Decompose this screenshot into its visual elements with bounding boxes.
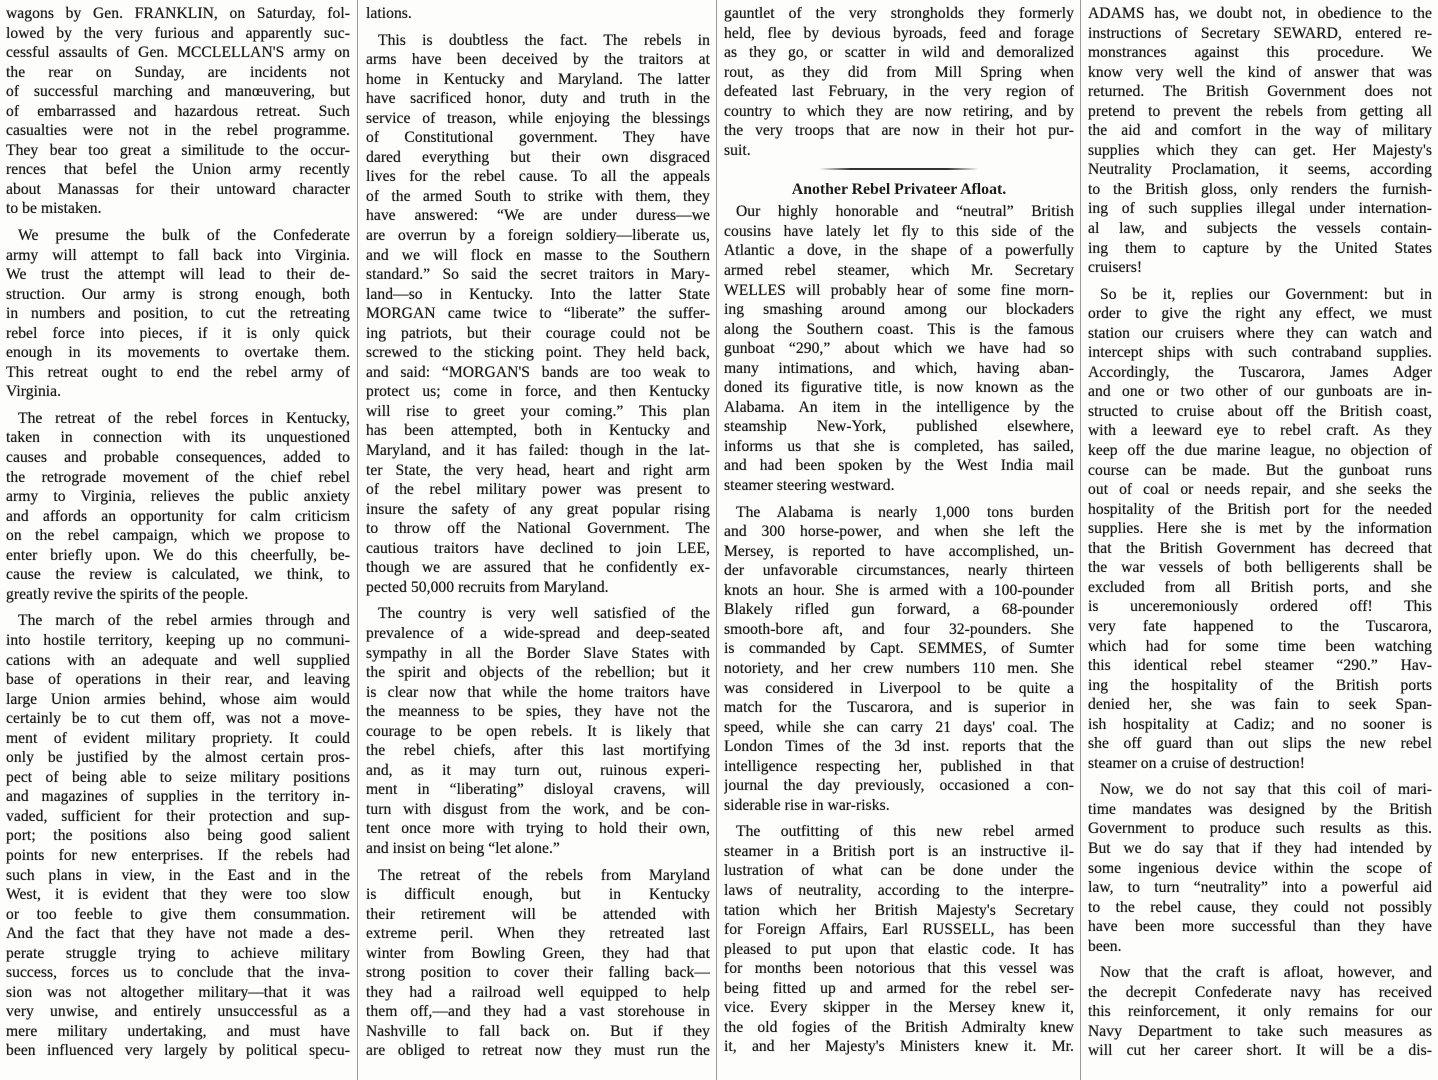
text-line: cations with an adequate and well supplied bbox=[6, 651, 350, 669]
text-line: been. bbox=[1088, 937, 1122, 955]
text-line: enough in its movements to overtake them. bbox=[6, 344, 350, 362]
text-line: though we are assured that he confidently ex- bbox=[366, 559, 710, 577]
text-line: cautious traitors have declined to join LEE, bbox=[366, 539, 710, 557]
text-line: success, forces us to conclude that the inva- bbox=[6, 964, 350, 982]
text-line: perate struggle trying to achieve military bbox=[6, 944, 350, 962]
paragraph bbox=[366, 4, 710, 24]
text-line: land—so in Kentucky. Into the latter State bbox=[366, 285, 710, 303]
text-line: insure the safety of any great popular rising bbox=[366, 500, 710, 518]
text-line: smooth-bore aft, and four 32-pounders. She bbox=[724, 620, 1074, 638]
text-line: cause the review is calculated, we think, to bbox=[6, 566, 350, 584]
text-line: greatly revive the spirits of the people. bbox=[6, 585, 249, 603]
text-line: and, as it may turn out, ruinous experi- bbox=[366, 761, 710, 779]
text-line: structed to cruise about off the British coast, bbox=[1088, 402, 1432, 420]
text-line: informs us that she is completed, has sailed, bbox=[724, 437, 1074, 455]
text-line: very unwise, and entirely unsuccessful as a bbox=[6, 1003, 350, 1021]
text-line: armed rebel steamer, which Mr. Secretary bbox=[724, 262, 1074, 280]
text-line: which had for some time been watching bbox=[1088, 637, 1432, 655]
paragraph bbox=[1088, 780, 1432, 956]
text-line: country to which they are now retiring, and by bbox=[724, 102, 1074, 120]
text-line: This retreat ought to end the rebel army of bbox=[6, 363, 350, 381]
text-line: this reinforcement, it only remains for our bbox=[1088, 1003, 1432, 1021]
text-line: returned. The British Government does not bbox=[1088, 83, 1432, 101]
text-line: about Manassas for their untoward character bbox=[6, 180, 350, 198]
paragraph bbox=[6, 4, 350, 219]
text-line: the rear on Sunday, are incidents not bbox=[6, 63, 350, 81]
text-line: they had a railroad well equipped to help bbox=[366, 983, 710, 1001]
text-line: on the rebel campaign, which we propose to bbox=[6, 527, 350, 545]
text-line: port; the positions also being good salient bbox=[6, 827, 350, 845]
text-line: the very troops that are now in their hot pur- bbox=[724, 122, 1074, 140]
text-line: journal the day previously, occasioned a con- bbox=[724, 777, 1074, 795]
text-line: denied her, she was fain to seek Span- bbox=[1088, 696, 1432, 714]
text-line: is difficult enough, but in Kentucky bbox=[366, 886, 710, 904]
text-line: are overrun by a foreign soldiery—liberate us, bbox=[366, 227, 710, 245]
text-line: knots an hour. She is armed with a 100-pounder bbox=[724, 581, 1074, 599]
text-line: and insist on being “let alone.” bbox=[366, 839, 560, 857]
text-line: of Constitutional government. They have bbox=[366, 129, 710, 147]
text-line: of the rebel military power was present to bbox=[366, 481, 710, 499]
text-line: the old fogies of the British Admiralty knew bbox=[724, 1018, 1074, 1036]
text-line: some ingenious device within the scope of bbox=[1088, 859, 1432, 877]
text-line: This is doubtless the fact. The rebels in bbox=[378, 31, 710, 49]
text-line: will cut her career short. It will be a dis- bbox=[1088, 1042, 1432, 1060]
text-line: and magazines of supplies in the territory in- bbox=[6, 788, 350, 806]
text-line: tent once more with trying to hold their own, bbox=[366, 820, 710, 838]
text-line: turn with disgust from the work, and be con- bbox=[366, 800, 710, 818]
text-line: The outfitting of this new rebel armed bbox=[736, 823, 1074, 841]
text-line: They bear too great a similitude to the occur- bbox=[6, 141, 350, 159]
text-line: Atlantic a dove, in the shape of a powerfully bbox=[724, 242, 1074, 260]
text-line: pect of being able to seize military positions bbox=[6, 768, 350, 786]
text-line: the aid and comfort in the way of military bbox=[1088, 122, 1432, 140]
text-line: taken in connection with its unquestioned bbox=[6, 429, 350, 447]
text-line: to throw off the National Government. The bbox=[366, 520, 710, 538]
text-line: sympathy in all the Border Slave States with bbox=[366, 644, 710, 662]
paragraph bbox=[724, 202, 1074, 495]
text-line: pected 50,000 recruits from Maryland. bbox=[366, 578, 609, 596]
text-line: The march of the rebel armies through and bbox=[18, 612, 350, 630]
text-line: the decrepit Confederate navy has received bbox=[1088, 983, 1432, 1001]
paragraph bbox=[366, 604, 710, 858]
text-line: time mandates was designed by the British bbox=[1088, 800, 1432, 818]
text-line: dared everything but their own disgraced bbox=[366, 148, 710, 166]
text-line: this identical rebel steamer “290.” Hav- bbox=[1088, 657, 1432, 675]
text-line: lustration of what can be done under the bbox=[724, 862, 1074, 880]
text-line: army to Virginia, relieves the public anxiety bbox=[6, 488, 350, 506]
paragraph bbox=[1088, 963, 1432, 1061]
text-line: to the British gloss, only renders the furnish- bbox=[1088, 180, 1432, 198]
paragraph bbox=[1088, 4, 1432, 278]
text-line: steamship New-York, published elsewhere, bbox=[724, 418, 1074, 436]
text-line: service of treason, while enjoying the blessings bbox=[366, 109, 710, 127]
text-line: struction. Our army is strong enough, both bbox=[6, 285, 350, 303]
text-line: WELLES will probably hear of some fine morn- bbox=[724, 281, 1074, 299]
paragraph bbox=[6, 226, 350, 402]
text-line: suit. bbox=[724, 141, 751, 159]
text-line: along the Southern coast. This is the famous bbox=[724, 320, 1074, 338]
text-line: cruisers! bbox=[1088, 259, 1143, 277]
text-line: The country is very well satisfied of the bbox=[378, 605, 710, 623]
text-line: cessful assaults of Gen. MCCLELLAN'S army on bbox=[6, 44, 350, 62]
text-line: Nashville to fall back on. But if they bbox=[366, 1022, 710, 1040]
text-line: held, flee by devious byroads, feed and forage bbox=[724, 24, 1074, 42]
text-line: ADAMS has, we doubt not, in obedience to the bbox=[1088, 5, 1432, 22]
text-line: enter briefly upon. We do this cheerfully, be- bbox=[6, 546, 350, 564]
text-line: many intimations, and which, having aban- bbox=[724, 359, 1074, 377]
text-line: We presume the bulk of the Confederate bbox=[18, 227, 350, 245]
text-line: them off,—and they had a vast storehouse in bbox=[366, 1003, 710, 1021]
column-3 bbox=[724, 4, 1074, 1064]
text-line: ing the hospitality of the British ports bbox=[1088, 676, 1432, 694]
paragraph bbox=[724, 822, 1074, 1057]
text-line: supplies which they can get. Her Majesty's bbox=[1088, 141, 1432, 159]
text-line: keep off the due marine league, no objection of bbox=[1088, 442, 1432, 460]
text-line: vaded, sufficient for their protection and sup- bbox=[6, 807, 350, 825]
text-line: has been attempted, both in Kentucky and bbox=[366, 422, 710, 440]
text-line: being fitted up and armed for the rebel ser- bbox=[724, 979, 1074, 997]
text-line: ing smashing around among our blockaders bbox=[724, 301, 1074, 319]
paragraph bbox=[1088, 285, 1432, 774]
text-line: order to give the right any effect, we must bbox=[1088, 305, 1432, 323]
text-line: Blakely rifled gun forward, a 68-pounder bbox=[724, 601, 1074, 619]
text-line: sion was not altogether military—that it was bbox=[6, 983, 350, 1001]
text-line: But we do say that if they had intended by bbox=[1088, 839, 1432, 857]
article-headline: Another Rebel Privateer Afloat. bbox=[791, 181, 1007, 199]
text-line: the retrograde movement of the chief rebel bbox=[6, 468, 350, 486]
text-line: Now that the craft is afloat, however, and bbox=[1100, 964, 1432, 982]
text-line: into hostile territory, keeping up no communi- bbox=[6, 631, 350, 649]
column-4 bbox=[1088, 4, 1432, 1068]
text-line: rebel force into pieces, if it is only quick bbox=[6, 324, 350, 342]
text-line: tation which her British Majesty's Secretary bbox=[724, 901, 1074, 919]
text-line: for Foreign Affairs, Earl RUSSELL, has been bbox=[724, 921, 1074, 939]
text-line: with a leeward eye to rebel craft. As they bbox=[1088, 422, 1432, 440]
text-line: very fate happened to the Tuscarora, bbox=[1088, 617, 1432, 635]
column-2 bbox=[366, 4, 710, 1068]
paragraph bbox=[724, 503, 1074, 816]
text-line: strong position to cover their falling back— bbox=[366, 964, 710, 982]
text-line: ment of evident military propriety. It could bbox=[6, 729, 350, 747]
text-line: casualties were not in the rebel programme. bbox=[6, 122, 350, 140]
text-line: of embarrassed and hazardous retreat. Such bbox=[6, 102, 350, 120]
text-line: Government to produce such results as this. bbox=[1088, 820, 1432, 838]
text-line: Maryland, and it has failed: though in the lat- bbox=[366, 442, 710, 460]
text-line: of the armed South to strike with them, they bbox=[366, 187, 710, 205]
text-line: know very well the kind of answer that was bbox=[1088, 63, 1432, 81]
text-line: and said: “MORGAN'S bands are too weak to bbox=[366, 363, 710, 381]
text-line: steamer in a British port is an instructive il- bbox=[724, 842, 1074, 860]
text-line: such plans in view, in the East and in the bbox=[6, 866, 350, 884]
text-line: rout, as they did from Mill Spring when bbox=[724, 63, 1074, 81]
column-1 bbox=[6, 4, 350, 1068]
text-line: ing of such supplies illegal under internation- bbox=[1088, 200, 1432, 218]
text-line: ter State, the very head, heart and right arm bbox=[366, 461, 710, 479]
text-line: vice. Every skipper in the Mersey knew it, bbox=[724, 999, 1074, 1017]
text-line: supplies. Here she is met by the information bbox=[1088, 520, 1432, 538]
text-line: courage to be open rebels. It is likely that bbox=[366, 722, 710, 740]
text-line: The retreat of the rebels from Maryland bbox=[378, 866, 710, 884]
text-line: certainly be to cut them off, was not a move- bbox=[6, 710, 350, 728]
text-line: hospitality of the British port for the needed bbox=[1088, 500, 1432, 518]
paragraph bbox=[724, 4, 1074, 160]
column-divider bbox=[716, 0, 717, 1080]
text-line: match for the Tuscarora, and is superior in bbox=[724, 699, 1074, 717]
text-line: lowed by the very furious and apparently suc- bbox=[6, 24, 350, 42]
text-line: cousins have lately let fly to this side of the bbox=[724, 222, 1074, 240]
text-line: points for new enterprises. If the rebels had bbox=[6, 846, 350, 864]
text-line: Navy Department to take such measures as bbox=[1088, 1022, 1432, 1040]
text-line: steamer steering westward. bbox=[724, 477, 895, 495]
text-line: course can be made. But the gunboat runs bbox=[1088, 461, 1432, 479]
text-line: the war vessels of both belligerents shall be bbox=[1088, 559, 1432, 577]
text-line: West, it is evident that they were too slow bbox=[6, 886, 350, 904]
text-line: and 300 horse-power, and when she left the bbox=[724, 523, 1074, 541]
text-line: intelligence respecting her, published in that bbox=[724, 757, 1074, 775]
text-line: ing them to capture by the United States bbox=[1088, 239, 1432, 257]
text-line: to the rebel cause, they could not possibly bbox=[1088, 898, 1432, 916]
text-line: screwed to the sticking point. They held back, bbox=[366, 344, 710, 362]
text-line: defeated last February, in the very region of bbox=[724, 83, 1074, 101]
text-line: and we will flock en masse to the Southern bbox=[366, 246, 710, 264]
text-line: extreme peril. When they retreated last bbox=[366, 925, 710, 943]
text-line: ment in “liberating” disloyal cravens, will bbox=[366, 781, 710, 799]
text-line: out of coal or needs repair, and she seeks the bbox=[1088, 481, 1432, 499]
text-line: gunboat “290,” about which we have had so bbox=[724, 340, 1074, 358]
text-line: have been more successful than they have bbox=[1088, 918, 1432, 936]
text-line: only be justified by the almost certain pros- bbox=[6, 749, 350, 767]
text-line: base of operations in their rear, and leaving bbox=[6, 671, 350, 689]
text-line: And the fact that they have not made a des- bbox=[6, 925, 350, 943]
text-line: speed, while she can carry 21 days' coal. The bbox=[724, 718, 1074, 736]
text-line: have answered: “We are under duress—we bbox=[366, 207, 710, 225]
text-line: have sacrificed honor, duty and truth in the bbox=[366, 90, 710, 108]
text-line: London Times of the 3d inst. reports that the bbox=[724, 738, 1074, 756]
text-line: station our cruisers where they can watch and bbox=[1088, 324, 1432, 342]
text-line: or too feeble to give them consummation. bbox=[6, 905, 350, 923]
text-line: for months been notorious that this vessel was bbox=[724, 960, 1074, 978]
text-line: doned its figurative title, is now known as the bbox=[724, 379, 1074, 397]
text-line: and affords an opportunity for calm criticism bbox=[6, 507, 350, 525]
column-divider bbox=[357, 0, 358, 1080]
text-line: We trust the attempt will lead to their de- bbox=[6, 266, 350, 284]
text-line: Mersey, is reported to have accomplished, un- bbox=[724, 542, 1074, 560]
text-line: instructions of Secretary SEWARD, entered re- bbox=[1088, 24, 1432, 42]
text-line: will rise to greet your coming.” This plan bbox=[366, 402, 710, 420]
text-line: in numbers and position, to cut the retreating bbox=[6, 305, 350, 323]
text-line: she off guard than out slips the new rebel bbox=[1088, 735, 1432, 753]
text-line: arms have been deceived by the traitors at bbox=[366, 51, 710, 69]
text-line: gauntlet of the very strongholds they formerly bbox=[724, 5, 1074, 22]
text-line: Now, we do not say that this coil of mari- bbox=[1100, 781, 1432, 799]
text-line: it, and her Majesty's Ministers knew it. Mr. bbox=[724, 1038, 1074, 1056]
text-line: pleased to put upon that elastic code. It has bbox=[724, 940, 1074, 958]
text-line: is clear now that while the home traitors have bbox=[366, 683, 710, 701]
text-line: is unceremoniously ordered off! This bbox=[1088, 598, 1432, 616]
text-line: So be it, replies our Government: but in bbox=[1100, 285, 1432, 303]
text-line: Accordingly, the Tuscarora, James Adger bbox=[1088, 363, 1432, 381]
text-line: their retirement will be attended with bbox=[366, 905, 710, 923]
text-line: the rebel chiefs, after this last mortifying bbox=[366, 742, 710, 760]
paragraph bbox=[366, 31, 710, 598]
text-line: Our highly honorable and “neutral” British bbox=[736, 203, 1074, 221]
text-line: al law, and subjects the vessels contain- bbox=[1088, 220, 1432, 238]
text-line: and had been spoken by the West India mail bbox=[724, 457, 1074, 475]
text-line: ish hospitality at Cadiz; and no sooner is bbox=[1088, 715, 1432, 733]
text-line: prevalence of a wide-spread and deep-seated bbox=[366, 624, 710, 642]
text-line: steamer on a cruise of destruction! bbox=[1088, 754, 1305, 772]
text-line: intercept ships with such contraband supplies. bbox=[1088, 344, 1432, 362]
text-line: of successful marching and manœuvering, but bbox=[6, 83, 350, 101]
text-line: causes and probable consequences, added to bbox=[6, 449, 350, 467]
text-line: to be mistaken. bbox=[6, 200, 102, 218]
text-line: home in Kentucky and Maryland. The latter bbox=[366, 70, 710, 88]
section-rule bbox=[819, 168, 979, 170]
text-line: the meanness to be spies, they have not the bbox=[366, 703, 710, 721]
text-line: Alabama. An item in the intelligence by the bbox=[724, 398, 1074, 416]
paragraph bbox=[6, 409, 350, 604]
text-line: winter from Bowling Green, they had that bbox=[366, 944, 710, 962]
text-line: Neutrality Proclamation, it seems, according bbox=[1088, 161, 1432, 179]
column-divider bbox=[1080, 0, 1081, 1080]
text-line: excluded from all British ports, and she bbox=[1088, 578, 1432, 596]
text-line: protect us; come in force, and then Kentucky bbox=[366, 383, 710, 401]
text-line: is commanded by Capt. SEMMES, of Sumter bbox=[724, 640, 1074, 658]
text-line: notoriety, and her crew numbers 110 men. She bbox=[724, 659, 1074, 677]
text-line: lives for the rebel cause. To all the appeals bbox=[366, 168, 710, 186]
text-line: ing patriots, but their courage could not be bbox=[366, 324, 710, 342]
paragraph bbox=[6, 611, 350, 1061]
text-line: lations. bbox=[366, 5, 412, 22]
text-line: siderable rise in war-risks. bbox=[724, 796, 890, 814]
text-line: and one or two other of our gunboats are in- bbox=[1088, 383, 1432, 401]
paragraph bbox=[366, 866, 710, 1061]
text-line: was considered in Liverpool to be quite a bbox=[724, 679, 1074, 697]
text-line: mere military undertaking, and must have bbox=[6, 1022, 350, 1040]
text-line: pretend to prevent the rebels from getting all bbox=[1088, 102, 1432, 120]
text-line: that the British Government has decreed that bbox=[1088, 539, 1432, 557]
text-line: The retreat of the rebel forces in Kentucky, bbox=[18, 409, 350, 427]
text-line: Virginia. bbox=[6, 383, 62, 401]
text-line: been influenced very largely by political specu- bbox=[6, 1042, 350, 1060]
text-line: standard.” So said the secret traitors in Mary- bbox=[366, 266, 710, 284]
text-line: wagons by Gen. FRANKLIN, on Saturday, fol- bbox=[6, 5, 350, 22]
text-line: large Union armies behind, whose aim would bbox=[6, 690, 350, 708]
text-line: laws of neutrality, according to the interpre- bbox=[724, 881, 1074, 899]
text-line: The Alabama is nearly 1,000 tons burden bbox=[736, 503, 1074, 521]
text-line: the spirit and objects of the rebellion; but it bbox=[366, 664, 710, 682]
text-line: der unfavorable circumstances, nearly thirteen bbox=[724, 562, 1074, 580]
text-line: law, to turn “neutrality” into a powerful aid bbox=[1088, 879, 1432, 897]
text-line: monstrances against this procedure. We bbox=[1088, 44, 1432, 62]
text-line: MORGAN came twice to “liberate” the suffer- bbox=[366, 305, 710, 323]
text-line: rences that befel the Union army recently bbox=[6, 161, 350, 179]
text-line: are obliged to retreat now they must run the bbox=[366, 1042, 710, 1060]
text-line: army will attempt to fall back into Virginia. bbox=[6, 246, 350, 264]
text-line: as they go, or scatter in wild and demoralized bbox=[724, 44, 1074, 62]
